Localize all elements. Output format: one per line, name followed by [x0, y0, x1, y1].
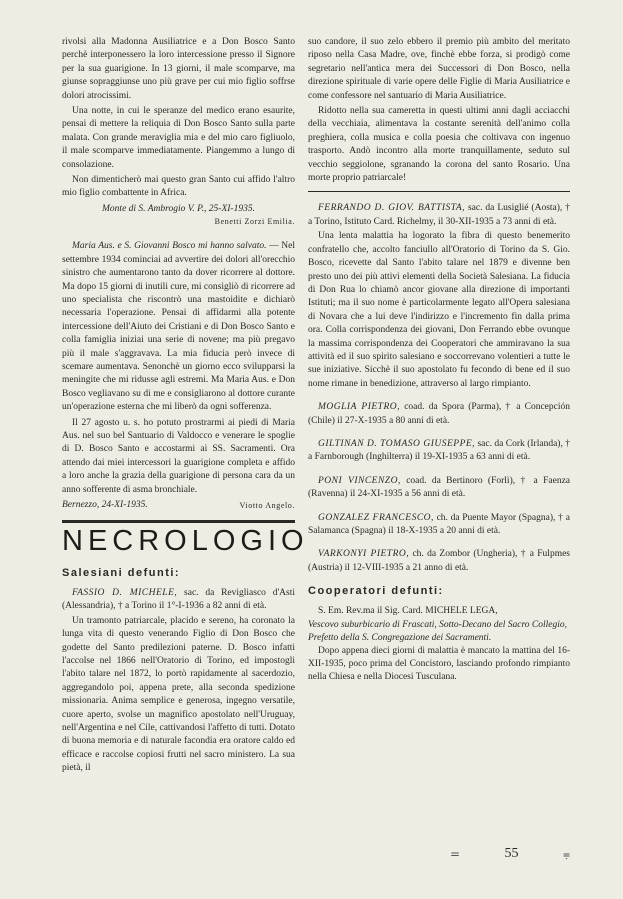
obituary-body: suo candore, il suo zelo ebbero il premio più ambito del meritato riposo nella Casa Madre, ove, finchè ebbe forza, si prodigò come segretario nell'antica mera dei Successori di Don Bosco, nella direzione spirituale di varie opere delle Figlie di Maria Ausiliatrice e come confessore nel santuario di Maria Ausiliatrice.: [308, 37, 570, 101]
obituary-entry: [308, 202, 570, 391]
right-column: [308, 36, 570, 687]
obituary-body: Dopo appena dieci giorni di malattia è mancato la mattina del 16-XII-1935, poco prima del Concistoro, lasciando profondo rimpianto nella Chiesa e nella Diocesi Tusculana.: [308, 645, 570, 683]
obituary-entry: [308, 438, 570, 465]
grace-paragraph: rivolsi alla Madonna Ausiliatrice e a Don Bosco Santo perchè interponessero la loro intercessione presso il Signore per la sua guarigione. In 13 giorni, il male scomparve, ma giunse sopraggiunse uno più grave per cui mio figlio soffrse dolori atrocissimi.: [62, 37, 295, 101]
obituary-name: FASSIO D. MICHELE,: [72, 588, 178, 598]
left-column: [62, 36, 309, 786]
footer-ornament-left: =: [450, 847, 461, 861]
obituary-name: FERRANDO D. GIOV. BATTISTA,: [318, 203, 465, 214]
cooperator-name: S. Em. Rev.ma il Sig. Card. MICHELE LEGA,: [318, 606, 498, 617]
obituary-name: GILTINAN D. TOMASO GIUSEPPE,: [318, 438, 476, 449]
obituary-header: FERRANDO D. GIOV. BATTISTA, sac. da Lusiglié (Aosta), † a Torino, Istituto Card. Richelmy, il 30-XII-1935 a 73 anni di età.: [308, 203, 570, 227]
necrologio-heading: NECROLOGIO: [62, 525, 309, 557]
signature-name: Viotto Angelo.: [239, 501, 295, 510]
grace-paragraph: Il 27 agosto u. s. ho potuto prostrarmi ai piedi di Maria Aus. nel suo bel Santuario di Valdocco e venerare le spoglie di D. Bosco Santo e accostarmi ai SS. Sacramenti. Ora attendo dai miei intercessori la guarigione completa e affido a loro anche la grazia della guarigione di persona cara da un anno sofferente di asma bronchiale.: [62, 417, 295, 495]
obituary-entry: [308, 475, 570, 502]
separator-rule: [308, 191, 570, 192]
obituary-body: Una lenta malattia ha logorato la fibra di questo benemerito confratello che, accolto fanciullo all'Oratorio di Torino da S. Gio. Bosco, ricevette dal Santo l'abito talare nel 1879 e divenne ben presto uno dei più attivi elementi della Società Salesiana. La fiducia di Don Rua lo chiamò ancor giovane alla direzione di importanti Istituti; ma il suo nome è particolarmente legato all'Opera salesiana di Novara che a lui deve l'indirizzo e l'incremento fin dalla prima ora. Colla corrispondenza dei giovani, Don Ferrando ebbe ovunque la massima corrispondenza dei Cooperatori che ammiravano la sua attività ed il suo spirito salesiano e soccorrevano volentieri a tutte le sue iniziative. Sicchè il suo apostolato fu fecondo di bene ed il suo nome rimane in benedizione, attraverso al largo rimpianto.: [308, 231, 570, 389]
cooperatori-heading: Cooperatori defunti:: [308, 585, 444, 598]
grace-paragraph: Maria Aus. e S. Giovanni Bosco mi hanno salvato. — Nel settembre 1934 cominciai ad avvertire dei dolori all'orecchio sinistro che aumentarono tanto da dover ricorrere al dottore. Ma dopo 15 giorni di inutili cure, mi consigliò di ricorrere ad uno specialista che riscontrò una mastoidite e dichiarò necessaria l'operazione. Pensai di affidarmi alla potente intercessione dell'Aiuto dei Cristiani e di Don Bosco Santo e colla famiglia iniziai una serie di novene; ma più pregavo più il male s'aggravava. La mia fiducia però invece di scemare aumentava. Senonchè un giorno ecco svilupparsi la meningite che mi ridusse agli estremi. Ma Maria Aus. e Don Bosco vegliavano su di me e consigliarono al dottore curante un'operazione esterna che mi liberò da ogni sofferenza.: [62, 241, 296, 413]
signature-place-date: Bernezzo, 24-XI-1935.: [62, 500, 148, 510]
obituary-entry: [308, 512, 570, 539]
obituary-header: FASSIO D. MICHELE, sac. da Revigliasco d'Asti (Alessandria), † a Torino il 1°-I-1936 a 82 anni di età.: [62, 588, 295, 612]
obituary-entry: [308, 401, 570, 428]
cooperator-title: Vescovo suburbicario di Frascati, Sotto-Decano del Sacro Collegio, Prefetto della S. Congregazione dei Sacramenti.: [308, 619, 568, 643]
obituary-body: Un tramonto patriarcale, placido e sereno, ha coronato la lunga vita di questo venerando Figlio di Don Bosco che godette del Santo predilezioni paterne. D. Bosco infatti l'accolse nel 1866 nell'Oratorio di Torino, ed impostogli l'abito talare nel 1872, lo portò rapidamente al sacerdozio, aggregandolo poi, appena prete, alla seconda spedizione missionaria. Anima semplice e generosa, ingegno versatile, cuore aperto, svolse un magnifico apostolato nell'Uruguay, nell'Argentina e nel Cile, cattivandosi l'affetto di tutti. Dotato di buona memoria e di naturale facondia era oratore caldo ed efficace e raccolse copiosi frutti nel sacro ministero. La sua pietà, il: [62, 615, 295, 774]
signature-place-date: Monte di S. Ambrogio V. P., 25-XI-1935.: [102, 203, 255, 214]
obituary-header: PONI VINCENZO, coad. da Bertinoro (Forlì), † a Faenza (Ravenna) il 24-XI-1935 a 56 anni di età.: [308, 475, 571, 500]
salesiani-heading: Salesiani defunti:: [62, 567, 181, 579]
footer-ornament-right: ⩦: [562, 846, 570, 861]
obituary-header: GONZALEZ FRANCESCO, ch. da Puente Mayor (Spagna), † a Salamanca (Spagna) il 18-X-1935 a 20 anni di età.: [308, 512, 570, 536]
signature-row: [62, 499, 295, 512]
obituary-body: Ridotto nella sua cameretta in questi ultimi anni dagli acciacchi della vecchiaia, alimentava la costante serenità dell'animo colla preghiera, colla musica e colla poesia che coltivava con ingenuo trasporto. Andò incontro alla morte tranquillamente, seduto sul vecchio seggiolone, sgranando la corona del santo Rosario. Una morte proprio patriarcale!: [308, 106, 570, 184]
obituary-entry: [308, 548, 570, 575]
obituary-name: PONI VINCENZO,: [318, 475, 401, 486]
section-rule: [62, 520, 295, 523]
grace-paragraph: Non dimenticherò mai questo gran Santo cui affido l'altro mio figlio combattente in Africa.: [62, 175, 295, 199]
obituary-entry: [62, 587, 295, 776]
grace-paragraph: Una notte, in cui le speranze del medico erano esaurite, pensai di mettere la reliquia di Don Bosco Santo sulla parte malata. Con grande meraviglia mia e del mio caro figliuolo, il male scomparve immediatamente. Piangemmo a lungo di consolazione.: [62, 106, 295, 170]
obituary-header: MOGLIA PIETRO, coad. da Spora (Parma), † a Concepción (Chile) il 27-X-1935 a 80 anni di età.: [308, 402, 570, 426]
obituary-name: VARKONYI PIETRO,: [318, 549, 410, 560]
obituary-header: VARKONYI PIETRO, ch. da Zombor (Ungheria), † a Fulpmes (Austria) il 12-VIII-1935 a 21 anno di età.: [308, 549, 571, 573]
obituary-name: GONZALEZ FRANCESCO,: [318, 512, 434, 523]
grace-heading: Maria Aus. e S. Giovanni Bosco mi hanno salvato.: [72, 241, 267, 252]
obituary-header: GILTINAN D. TOMASO GIUSEPPE, sac. da Cork (Irlanda), † a Farnborough (Inghilterra) il 19-XI-1935 a 63 anni di età.: [308, 438, 570, 463]
page-footer: [450, 846, 570, 862]
signature-name: Benetti Zorzi Emilia.: [214, 217, 295, 227]
page-number: 55: [504, 846, 519, 861]
obituary-name: MOGLIA PIETRO,: [318, 402, 401, 413]
